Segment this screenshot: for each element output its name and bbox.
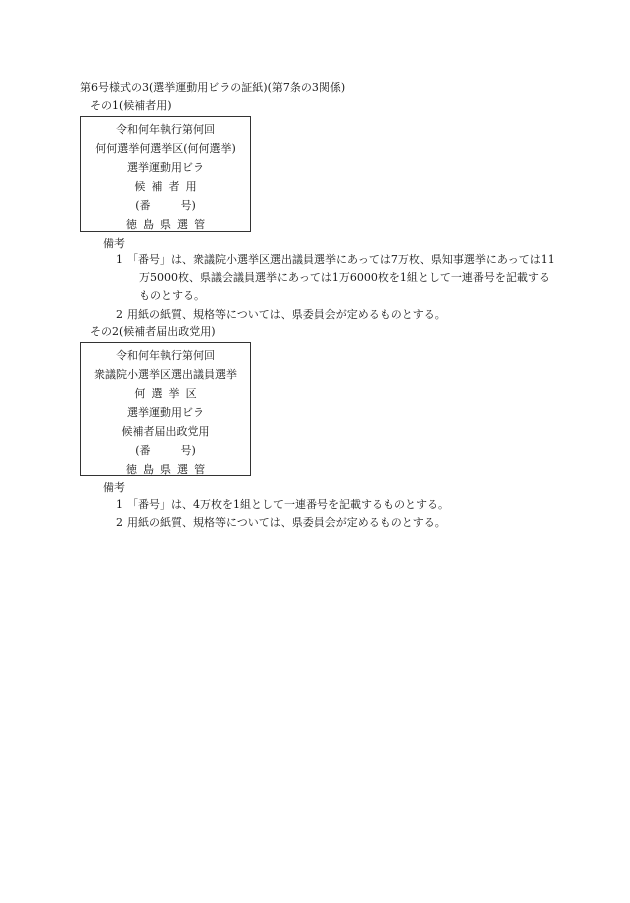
stamp-line-election-name: 衆議院小選挙区選出議員選挙 xyxy=(94,368,237,381)
form-title: 第6号様式の3(選挙運動用ビラの証紙)(第7条の3関係) xyxy=(80,81,346,94)
stamp-issuer-text: 徳島県選管 xyxy=(125,463,212,476)
stamp-number-right: 号) xyxy=(180,199,196,212)
section1-heading: その1(候補者用) xyxy=(90,99,172,112)
stamp-line-number xyxy=(81,196,250,215)
section2-notes-heading: 備考 xyxy=(103,481,125,494)
stamp-line-election: 令和何年執行第何回 xyxy=(116,123,215,136)
section1-note-2 xyxy=(116,306,556,324)
section1-notes-heading: 備考 xyxy=(103,237,125,250)
note-number: 2 xyxy=(116,308,123,321)
section1-note-1 xyxy=(116,251,556,305)
section2-stamp-box xyxy=(80,342,251,476)
stamp-user-text: 候補者用 xyxy=(134,180,203,193)
stamp-line-user: 候補者届出政党用 xyxy=(121,425,210,438)
note-text: 用紙の紙質、規格等については、県委員会が定めるものとする。 xyxy=(127,516,446,529)
stamp-line-purpose: 選挙運動用ビラ xyxy=(127,161,204,174)
stamp-line-number xyxy=(81,441,250,460)
stamp-issuer-text: 徳島県選管 xyxy=(125,218,212,231)
section2-note-2 xyxy=(116,514,556,532)
note-number: 2 xyxy=(116,516,123,529)
stamp-number-right: 号) xyxy=(180,444,196,457)
stamp-district-text: 何選挙区 xyxy=(134,387,203,400)
note-number: 1 xyxy=(116,253,123,266)
note-text: 「番号」は、4万枚を1組として一連番号を記載するものとする。 xyxy=(127,498,449,511)
stamp-line-purpose: 選挙運動用ビラ xyxy=(127,406,204,419)
note-text: 「番号」は、衆議院小選挙区選出議員選挙にあっては7万枚、県知事選挙にあっては11万5000枚、県議会議員選挙にあっては1万6000枚を1組として一連番号を記載するものとする。 xyxy=(127,253,555,302)
section2-heading: その2(候補者届出政党用) xyxy=(90,325,216,338)
stamp-line-issuer xyxy=(81,460,250,479)
note-number: 1 xyxy=(116,498,123,511)
stamp-line-election-name: 何何選挙何選挙区(何何選挙) xyxy=(95,142,236,155)
stamp-line-election: 令和何年執行第何回 xyxy=(116,349,215,362)
section2-note-1 xyxy=(116,496,556,514)
stamp-number-left: (番 xyxy=(135,199,151,212)
section1-stamp-box xyxy=(80,116,251,232)
stamp-line-issuer xyxy=(81,215,250,234)
stamp-number-left: (番 xyxy=(135,444,151,457)
stamp-line-district xyxy=(81,384,250,403)
note-text: 用紙の紙質、規格等については、県委員会が定めるものとする。 xyxy=(127,308,446,321)
stamp-line-user xyxy=(81,177,250,196)
